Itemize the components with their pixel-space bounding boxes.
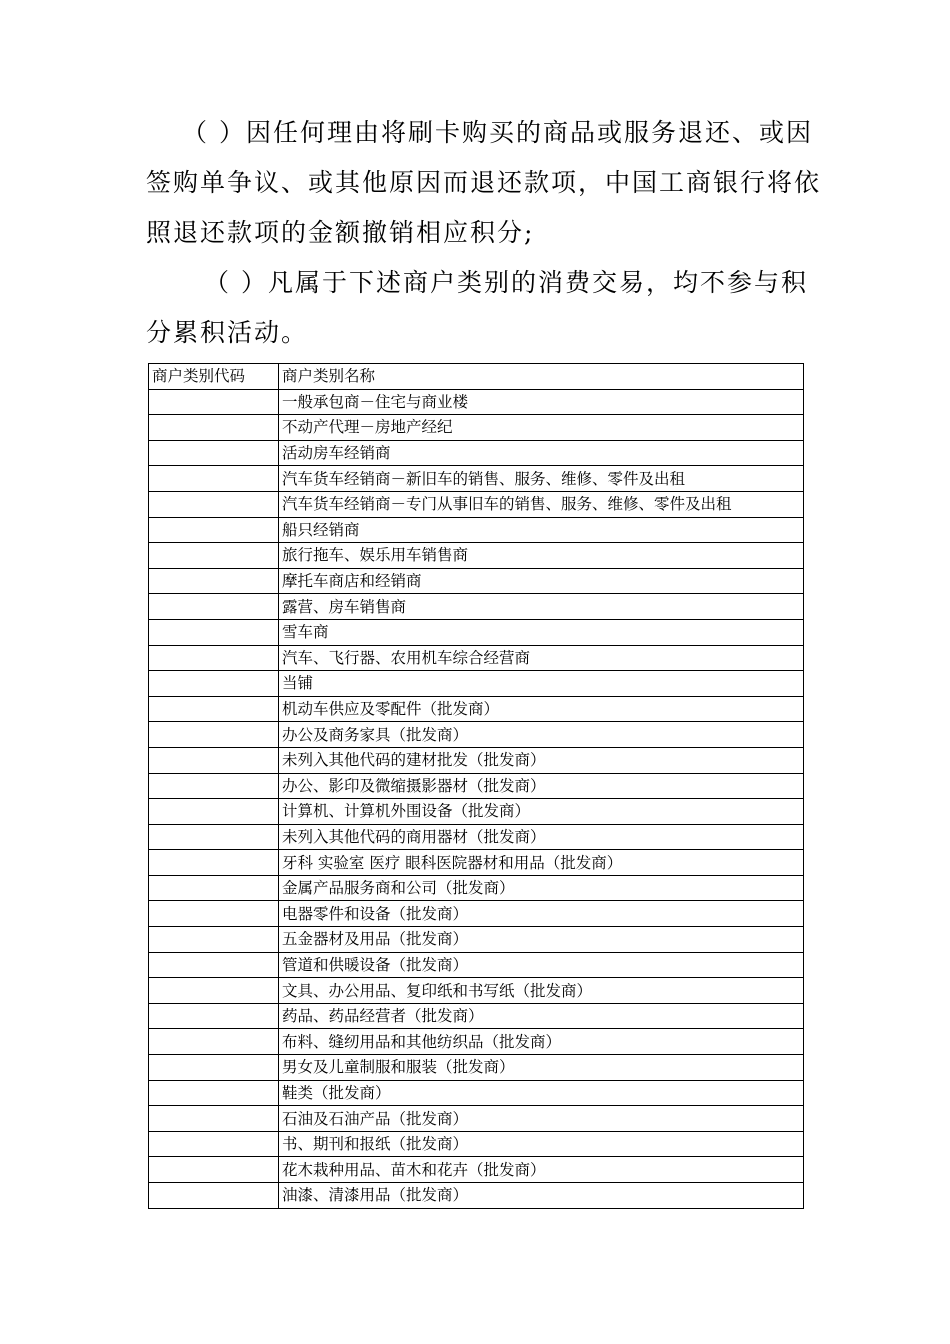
table-row [149, 901, 804, 927]
merchant-code-cell [149, 568, 279, 594]
merchant-code-cell [149, 927, 279, 953]
merchant-code-cell [149, 1003, 279, 1029]
merchant-code-cell [149, 696, 279, 722]
table-row [149, 1080, 804, 1106]
merchant-code-cell [149, 773, 279, 799]
merchant-name-cell: 旅行拖车、娱乐用车销售商 [279, 543, 804, 569]
merchant-code-cell [149, 594, 279, 620]
merchant-code-cell [149, 1055, 279, 1081]
merchant-code-cell [149, 645, 279, 671]
table-row [149, 594, 804, 620]
table-row [149, 1003, 804, 1029]
table-row [149, 568, 804, 594]
merchant-name-cell: 布料、缝纫用品和其他纺织品（批发商） [279, 1029, 804, 1055]
merchant-code-cell [149, 978, 279, 1004]
table-row [149, 952, 804, 978]
merchant-code-cell [149, 1080, 279, 1106]
merchant-name-cell: 不动产代理－房地产经纪 [279, 415, 804, 441]
table-row [149, 1157, 804, 1183]
merchant-code-cell [149, 1106, 279, 1132]
table-row [149, 1131, 804, 1157]
merchant-code-cell [149, 517, 279, 543]
merchant-code-cell [149, 1131, 279, 1157]
merchant-code-cell [149, 824, 279, 850]
table-header-row [149, 364, 804, 390]
header-merchant-name: 商户类别名称 [279, 364, 804, 390]
merchant-name-cell: 金属产品服务商和公司（批发商） [279, 875, 804, 901]
merchant-name-cell: 计算机、计算机外围设备（批发商） [279, 799, 804, 825]
table-row [149, 1183, 804, 1209]
merchant-code-cell [149, 850, 279, 876]
table-row [149, 773, 804, 799]
merchant-code-cell [149, 747, 279, 773]
exclusion-rule-paragraph: （ ）凡属于下述商户类别的消费交易，均不参与积分累积活动。 [146, 268, 808, 347]
merchant-name-cell: 未列入其他代码的商用器材（批发商） [279, 824, 804, 850]
table-row [149, 1055, 804, 1081]
merchant-name-cell: 未列入其他代码的建材批发（批发商） [279, 747, 804, 773]
table-row [149, 389, 804, 415]
merchant-name-cell: 文具、办公用品、复印纸和书写纸（批发商） [279, 978, 804, 1004]
table-row [149, 850, 804, 876]
merchant-name-cell: 汽车、飞行器、农用机车综合经营商 [279, 645, 804, 671]
table-row [149, 440, 804, 466]
merchant-code-cell [149, 389, 279, 415]
merchant-category-table [148, 363, 804, 1209]
merchant-code-cell [149, 440, 279, 466]
merchant-code-cell [149, 875, 279, 901]
merchant-name-cell: 办公及商务家具（批发商） [279, 722, 804, 748]
merchant-name-cell: 管道和供暖设备（批发商） [279, 952, 804, 978]
table-row [149, 543, 804, 569]
merchant-code-cell [149, 415, 279, 441]
merchant-code-cell [149, 1029, 279, 1055]
merchant-code-cell [149, 671, 279, 697]
merchant-name-cell: 办公、影印及微缩摄影器材（批发商） [279, 773, 804, 799]
merchant-name-cell: 男女及儿童制服和服装（批发商） [279, 1055, 804, 1081]
merchant-name-cell: 雪车商 [279, 619, 804, 645]
table-row [149, 799, 804, 825]
merchant-code-cell [149, 799, 279, 825]
table-row [149, 1106, 804, 1132]
merchant-category-table-body [149, 389, 804, 1208]
merchant-name-cell: 牙科 实验室 医疗 眼科医院器材和用品（批发商） [279, 850, 804, 876]
merchant-name-cell: 油漆、清漆用品（批发商） [279, 1183, 804, 1209]
merchant-code-cell [149, 466, 279, 492]
merchant-name-cell: 机动车供应及零配件（批发商） [279, 696, 804, 722]
table-row [149, 671, 804, 697]
merchant-name-cell: 花木栽种用品、苗木和花卉（批发商） [279, 1157, 804, 1183]
table-row [149, 619, 804, 645]
table-row [149, 415, 804, 441]
merchant-name-cell: 石油及石油产品（批发商） [279, 1106, 804, 1132]
table-row [149, 824, 804, 850]
merchant-name-cell: 五金器材及用品（批发商） [279, 927, 804, 953]
merchant-name-cell: 电器零件和设备（批发商） [279, 901, 804, 927]
table-row [149, 722, 804, 748]
merchant-name-cell: 活动房车经销商 [279, 440, 804, 466]
merchant-name-cell: 摩托车商店和经销商 [279, 568, 804, 594]
merchant-code-cell [149, 543, 279, 569]
table-row [149, 927, 804, 953]
merchant-name-cell: 一般承包商－住宅与商业楼 [279, 389, 804, 415]
merchant-code-cell [149, 619, 279, 645]
table-row [149, 696, 804, 722]
merchant-code-cell [149, 722, 279, 748]
merchant-name-cell: 书、期刊和报纸（批发商） [279, 1131, 804, 1157]
merchant-code-cell [149, 1157, 279, 1183]
merchant-name-cell: 鞋类（批发商） [279, 1080, 804, 1106]
merchant-name-cell: 汽车货车经销商－专门从事旧车的销售、服务、维修、零件及出租 [279, 491, 804, 517]
merchant-code-cell [149, 1183, 279, 1209]
table-row [149, 1029, 804, 1055]
table-row [149, 491, 804, 517]
table-row [149, 747, 804, 773]
merchant-name-cell: 露营、房车销售商 [279, 594, 804, 620]
merchant-code-cell [149, 491, 279, 517]
merchant-name-cell: 船只经销商 [279, 517, 804, 543]
table-row [149, 517, 804, 543]
merchant-name-cell: 汽车货车经销商－新旧车的销售、服务、维修、零件及出租 [279, 466, 804, 492]
merchant-name-cell: 药品、药品经营者（批发商） [279, 1003, 804, 1029]
refund-rule-paragraph: （ ）因任何理由将刷卡购买的商品或服务退还、或因签购单争议、或其他原因而退还款项，中国工商银行将依照退还款项的金额撤销相应积分; [146, 118, 822, 247]
merchant-code-cell [149, 901, 279, 927]
merchant-name-cell: 当铺 [279, 671, 804, 697]
table-row [149, 466, 804, 492]
table-row [149, 645, 804, 671]
merchant-code-cell [149, 952, 279, 978]
header-merchant-code: 商户类别代码 [149, 364, 279, 390]
table-row [149, 875, 804, 901]
table-row [149, 978, 804, 1004]
